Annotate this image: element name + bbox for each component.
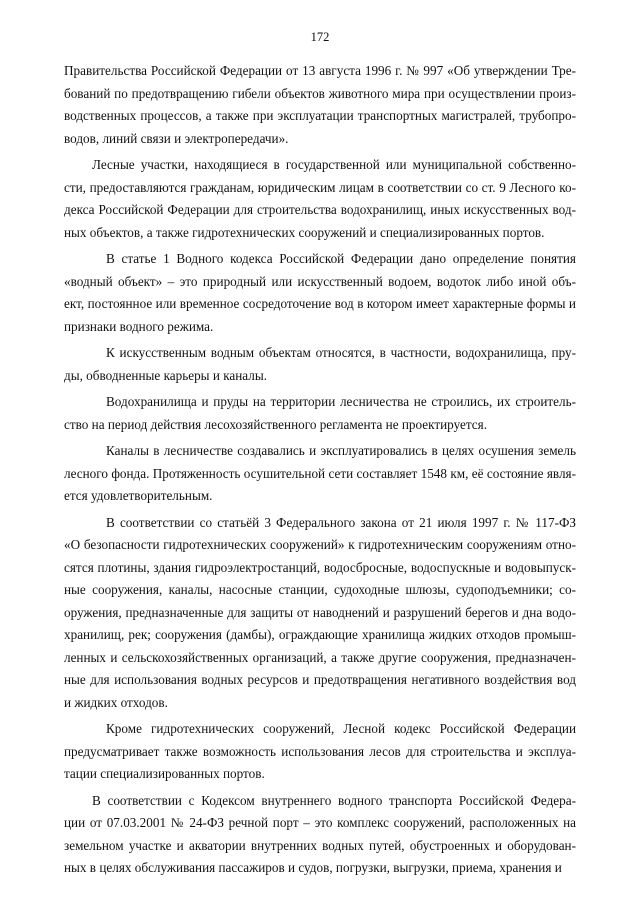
text-line: водственных процессов, а также при эксплуатации транспортных магистралей, трубопро- (64, 108, 576, 123)
text-line: Правительства Российской Федерации от 13 августа 1996 г. № 997 «Об утверждении Тре- (64, 63, 576, 78)
text-line: Лесные участки, находящиеся в государственной или муниципальной собственно- (92, 157, 576, 172)
text-line: тации специализированных портов. (64, 766, 265, 781)
text-line: декса Российской Федерации для строительства водохранилищ, иных искусственных вод- (64, 202, 576, 217)
text-line: Каналы в лесничестве создавались и эксплуатировались в целях осушения земель (106, 443, 576, 458)
text-line: оружения, предназначенные для защиты от наводнений и разрушений берегов и дна водо- (64, 604, 576, 620)
paragraph (64, 718, 576, 786)
text-line: сятся плотины, здания гидроэлектростанций, водосбросные, водоспускные и водовыпуск- (64, 559, 576, 575)
text-line: ные для использования водных ресурсов и предотвращения негативного воздействия вод (64, 672, 576, 687)
paragraph (64, 154, 576, 244)
page-number: 172 (310, 30, 330, 44)
text-line: ство на период действия лесохозяйственного регламента не проектируется. (64, 416, 488, 432)
text-line: сти, предоставляются гражданам, юридическим лицам в соответствии со ст. 9 Лесного ко- (64, 179, 576, 195)
text-line: К искусственным водным объектам относятся, в частности, водохранилища, пру- (106, 345, 576, 360)
text-line: ции от 07.03.2001 № 24-ФЗ речной порт – это комплекс сооружений, расположенных на (64, 815, 576, 830)
text-line: Кроме гидротехнических сооружений, Лесной кодекс Российской Федерации (106, 721, 576, 736)
text-line: бований по предотвращению гибели объектов животного мира при осуществлении произ- (64, 85, 576, 101)
text-line: В соответствии со статьёй 3 Федерального закона от 21 июля 1997 г. № 117-ФЗ (106, 514, 576, 530)
paragraph (64, 60, 576, 150)
text-line: Водохранилища и пруды на территории лесничества не строились, их строитель- (106, 394, 576, 409)
text-line: хранилищ, рек; сооружения (дамбы), ограждающие хранилища жидких отходов промыш- (64, 627, 576, 642)
paragraph (64, 248, 576, 338)
text-line: ных в целях обслуживания пассажиров и судов, погрузки, выгрузки, приема, хранения и (64, 860, 562, 875)
text-line: лесного фонда. Протяженность осушительной сети составляет 1548 км, её состояние явля- (64, 465, 576, 481)
text-line: ды, обводненные карьеры и каналы. (64, 367, 268, 383)
paragraph (64, 790, 576, 880)
text-line: земельном участке и акватории внутренних водных путей, обустроенных и оборудован- (64, 837, 576, 853)
text-line: и жидких отходов. (64, 694, 168, 710)
text-line: ется удовлетворительным. (64, 488, 213, 503)
text-line: ные сооружения, каналы, насосные станции, судоходные шлюзы, судоподъемники; со- (64, 582, 576, 597)
paragraph (64, 391, 576, 436)
text-line: признаки водного режима. (64, 318, 214, 334)
text-line: водов, линий связи и электропередачи». (64, 130, 289, 146)
text-line: «О безопасности гидротехнических сооружений» к гидротехническим сооружениям отно- (64, 537, 576, 552)
text-line: В статье 1 Водного кодекса Российской Федерации дано определение понятия (106, 251, 576, 266)
text-line: предусматривает также возможность использования лесов для строительства и эксплуа- (64, 743, 576, 759)
paragraph (64, 342, 576, 387)
text-line: В соответствии с Кодексом внутреннего водного транспорта Российской Федера- (92, 792, 576, 808)
text-line: ект, постоянное или временное сосредоточение вод в котором имеет характерные формы и (64, 296, 576, 311)
paragraph (64, 512, 576, 715)
document-body (64, 60, 576, 884)
text-line: ленных и сельскохозяйственных организаций, а также другие сооружения, предназначен- (64, 649, 576, 665)
text-line: «водный объект» – это природный или искусственный водоем, водоток либо иной объ- (64, 273, 576, 289)
text-line: ных объектов, а также гидротехнических сооружений и специализированных портов. (64, 224, 545, 240)
paragraph (64, 440, 576, 508)
